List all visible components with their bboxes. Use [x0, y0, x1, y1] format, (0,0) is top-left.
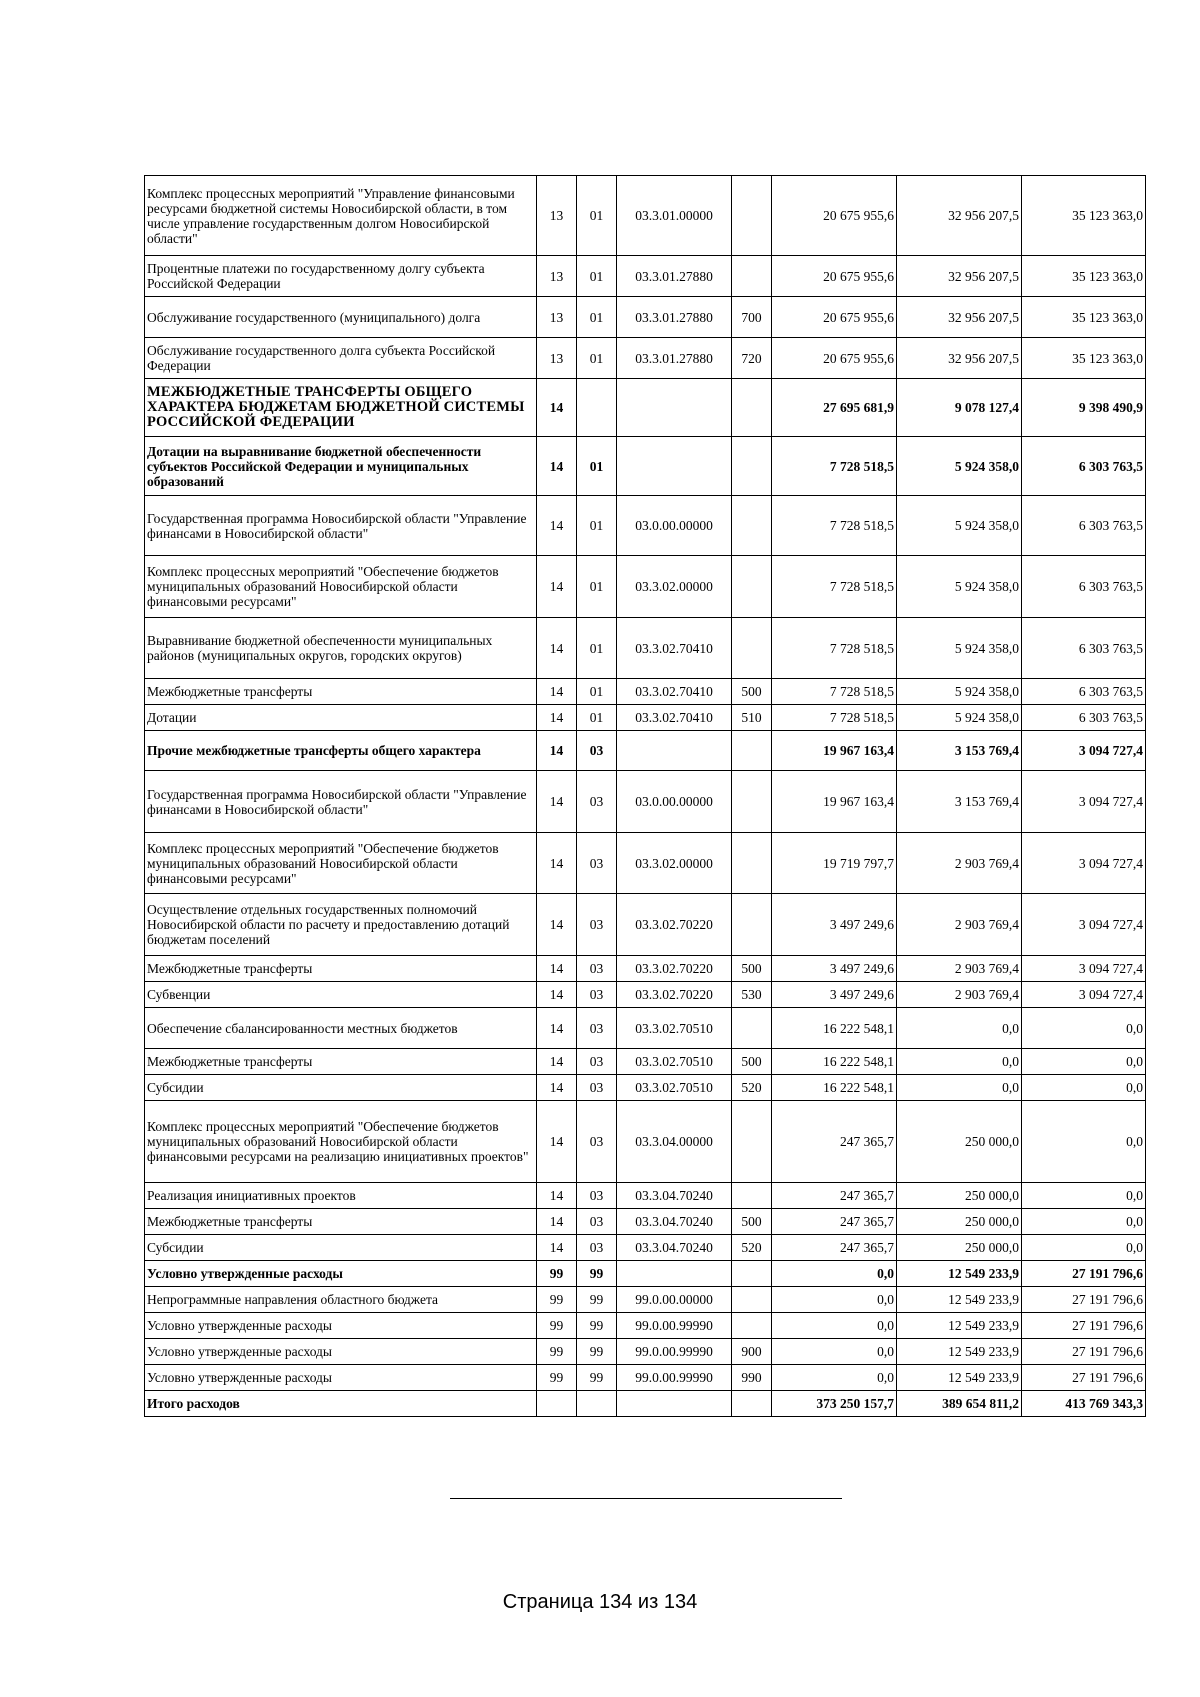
row-expense-type: 720 — [732, 338, 772, 379]
row-subsection: 03 — [577, 1101, 617, 1183]
row-amount-year1: 7 728 518,5 — [772, 705, 897, 731]
row-subsection: 03 — [577, 731, 617, 771]
row-subsection: 03 — [577, 894, 617, 956]
row-name: Комплекс процессных мероприятий "Обеспечение бюджетов муниципальных образований Новосибирской области финансовыми ресурсами" — [145, 833, 537, 894]
row-subsection: 03 — [577, 1183, 617, 1209]
row-amount-year2: 2 903 769,4 — [897, 982, 1022, 1008]
row-subsection: 01 — [577, 297, 617, 338]
row-name: Комплекс процессных мероприятий "Обеспечение бюджетов муниципальных образований Новосибирской области финансовыми ресурсами" — [145, 556, 537, 618]
row-expense-type: 500 — [732, 1209, 772, 1235]
table-row — [145, 1183, 1146, 1209]
row-amount-year2: 12 549 233,9 — [897, 1261, 1022, 1287]
row-target-article — [617, 731, 732, 771]
row-section: 14 — [537, 894, 577, 956]
row-amount-year2: 0,0 — [897, 1008, 1022, 1049]
row-target-article: 03.3.02.00000 — [617, 556, 732, 618]
table-row — [145, 1209, 1146, 1235]
page-number: Страница 134 из 134 — [502, 1591, 698, 1613]
table-row — [145, 1261, 1146, 1287]
row-amount-year1: 0,0 — [772, 1313, 897, 1339]
row-amount-year2: 3 153 769,4 — [897, 771, 1022, 833]
row-amount-year1: 19 719 797,7 — [772, 833, 897, 894]
row-expense-type: 520 — [732, 1235, 772, 1261]
row-target-article: 03.0.00.00000 — [617, 496, 732, 556]
row-section: 14 — [537, 1209, 577, 1235]
row-amount-year3: 0,0 — [1022, 1075, 1146, 1101]
total-label: Итого расходов — [145, 1391, 537, 1417]
row-name: Условно утвержденные расходы — [145, 1365, 537, 1391]
row-expense-type — [732, 256, 772, 297]
row-amount-year1: 3 497 249,6 — [772, 956, 897, 982]
row-section: 14 — [537, 496, 577, 556]
row-subsection: 03 — [577, 771, 617, 833]
row-target-article: 03.3.04.70240 — [617, 1209, 732, 1235]
row-name: Субсидии — [145, 1075, 537, 1101]
budget-expenditure-table — [144, 175, 1146, 1417]
row-amount-year1: 3 497 249,6 — [772, 894, 897, 956]
table-row — [145, 1101, 1146, 1183]
row-amount-year1: 27 695 681,9 — [772, 379, 897, 437]
row-target-article: 03.3.02.70410 — [617, 618, 732, 679]
row-section: 14 — [537, 618, 577, 679]
row-amount-year3: 3 094 727,4 — [1022, 982, 1146, 1008]
row-name: Обеспечение сбалансированности местных бюджетов — [145, 1008, 537, 1049]
row-expense-type — [732, 1313, 772, 1339]
row-section: 14 — [537, 379, 577, 437]
row-section: 14 — [537, 771, 577, 833]
row-expense-type — [732, 894, 772, 956]
row-name: Комплекс процессных мероприятий "Обеспечение бюджетов муниципальных образований Новосибирской области финансовыми ресурсами на реализацию инициативных проектов" — [145, 1101, 537, 1183]
row-target-article: 99.0.00.99990 — [617, 1313, 732, 1339]
row-name: Межбюджетные трансферты — [145, 956, 537, 982]
row-expense-type: 530 — [732, 982, 772, 1008]
row-amount-year2: 250 000,0 — [897, 1235, 1022, 1261]
total-year2: 389 654 811,2 — [897, 1391, 1022, 1417]
table-row — [145, 1313, 1146, 1339]
row-amount-year2: 12 549 233,9 — [897, 1287, 1022, 1313]
row-target-article: 03.3.02.70410 — [617, 705, 732, 731]
row-section: 14 — [537, 1183, 577, 1209]
row-subsection: 01 — [577, 437, 617, 496]
table-row — [145, 556, 1146, 618]
row-amount-year3: 35 123 363,0 — [1022, 256, 1146, 297]
row-amount-year3: 35 123 363,0 — [1022, 176, 1146, 256]
row-section: 14 — [537, 556, 577, 618]
row-target-article: 03.3.02.70410 — [617, 679, 732, 705]
row-name: Дотации — [145, 705, 537, 731]
row-amount-year2: 5 924 358,0 — [897, 437, 1022, 496]
row-amount-year3: 27 191 796,6 — [1022, 1287, 1146, 1313]
row-name: Дотации на выравнивание бюджетной обеспеченности субъектов Российской Федерации и муниципальных образований — [145, 437, 537, 496]
row-amount-year1: 16 222 548,1 — [772, 1008, 897, 1049]
row-target-article: 99.0.00.99990 — [617, 1339, 732, 1365]
row-expense-type: 500 — [732, 679, 772, 705]
row-amount-year3: 6 303 763,5 — [1022, 437, 1146, 496]
row-target-article — [617, 1261, 732, 1287]
table-row — [145, 1008, 1146, 1049]
row-amount-year3: 35 123 363,0 — [1022, 338, 1146, 379]
row-amount-year3: 27 191 796,6 — [1022, 1261, 1146, 1287]
row-amount-year2: 2 903 769,4 — [897, 833, 1022, 894]
row-expense-type — [732, 771, 772, 833]
row-subsection: 03 — [577, 1209, 617, 1235]
row-amount-year2: 9 078 127,4 — [897, 379, 1022, 437]
row-expense-type: 700 — [732, 297, 772, 338]
row-amount-year2: 5 924 358,0 — [897, 556, 1022, 618]
row-section: 99 — [537, 1313, 577, 1339]
row-section: 14 — [537, 1075, 577, 1101]
row-target-article: 03.3.01.00000 — [617, 176, 732, 256]
row-subsection: 03 — [577, 1235, 617, 1261]
row-expense-type: 510 — [732, 705, 772, 731]
row-amount-year2: 0,0 — [897, 1075, 1022, 1101]
row-section: 14 — [537, 437, 577, 496]
row-expense-type — [732, 1261, 772, 1287]
row-amount-year1: 20 675 955,6 — [772, 297, 897, 338]
row-name: Межбюджетные трансферты — [145, 1049, 537, 1075]
row-expense-type: 500 — [732, 1049, 772, 1075]
row-amount-year3: 0,0 — [1022, 1008, 1146, 1049]
row-target-article: 03.3.02.70510 — [617, 1008, 732, 1049]
row-section: 99 — [537, 1339, 577, 1365]
row-expense-type — [732, 1287, 772, 1313]
row-expense-type: 990 — [732, 1365, 772, 1391]
row-amount-year3: 6 303 763,5 — [1022, 679, 1146, 705]
row-name: Непрограммные направления областного бюджета — [145, 1287, 537, 1313]
row-subsection: 01 — [577, 705, 617, 731]
row-section: 14 — [537, 982, 577, 1008]
row-amount-year1: 20 675 955,6 — [772, 338, 897, 379]
row-subsection — [577, 379, 617, 437]
row-amount-year3: 0,0 — [1022, 1049, 1146, 1075]
table-row — [145, 618, 1146, 679]
table-row — [145, 705, 1146, 731]
row-amount-year3: 35 123 363,0 — [1022, 297, 1146, 338]
row-amount-year2: 32 956 207,5 — [897, 176, 1022, 256]
row-amount-year3: 6 303 763,5 — [1022, 496, 1146, 556]
total-year3: 413 769 343,3 — [1022, 1391, 1146, 1417]
row-amount-year3: 0,0 — [1022, 1235, 1146, 1261]
row-amount-year3: 3 094 727,4 — [1022, 771, 1146, 833]
row-section: 14 — [537, 1008, 577, 1049]
row-section: 14 — [537, 956, 577, 982]
row-subsection: 01 — [577, 679, 617, 705]
row-target-article: 03.0.00.00000 — [617, 771, 732, 833]
row-amount-year1: 7 728 518,5 — [772, 496, 897, 556]
row-amount-year3: 3 094 727,4 — [1022, 731, 1146, 771]
row-amount-year2: 2 903 769,4 — [897, 894, 1022, 956]
row-name: Выравнивание бюджетной обеспеченности муниципальных районов (муниципальных округов, городских округов) — [145, 618, 537, 679]
row-amount-year1: 3 497 249,6 — [772, 982, 897, 1008]
row-target-article: 03.3.02.70220 — [617, 894, 732, 956]
row-name: Субвенции — [145, 982, 537, 1008]
row-amount-year2: 12 549 233,9 — [897, 1339, 1022, 1365]
row-section: 99 — [537, 1261, 577, 1287]
row-subsection — [577, 1391, 617, 1417]
row-amount-year3: 0,0 — [1022, 1209, 1146, 1235]
table-row — [145, 338, 1146, 379]
row-amount-year1: 20 675 955,6 — [772, 176, 897, 256]
row-expense-type — [732, 556, 772, 618]
row-subsection: 99 — [577, 1287, 617, 1313]
row-amount-year2: 12 549 233,9 — [897, 1313, 1022, 1339]
footer-divider — [450, 1498, 842, 1499]
row-amount-year2: 2 903 769,4 — [897, 956, 1022, 982]
row-name: МЕЖБЮДЖЕТНЫЕ ТРАНСФЕРТЫ ОБЩЕГО ХАРАКТЕРА БЮДЖЕТАМ БЮДЖЕТНОЙ СИСТЕМЫ РОССИЙСКОЙ ФЕДЕРАЦИИ — [145, 379, 537, 437]
row-amount-year1: 247 365,7 — [772, 1235, 897, 1261]
table-row — [145, 297, 1146, 338]
row-amount-year1: 7 728 518,5 — [772, 679, 897, 705]
row-amount-year2: 5 924 358,0 — [897, 705, 1022, 731]
row-amount-year1: 16 222 548,1 — [772, 1049, 897, 1075]
row-amount-year2: 250 000,0 — [897, 1209, 1022, 1235]
row-target-article: 03.3.01.27880 — [617, 256, 732, 297]
table-row — [145, 1235, 1146, 1261]
row-subsection: 01 — [577, 556, 617, 618]
row-amount-year3: 27 191 796,6 — [1022, 1365, 1146, 1391]
row-name: Межбюджетные трансферты — [145, 1209, 537, 1235]
row-amount-year2: 250 000,0 — [897, 1101, 1022, 1183]
row-amount-year1: 0,0 — [772, 1261, 897, 1287]
row-target-article: 03.3.01.27880 — [617, 297, 732, 338]
row-amount-year3: 27 191 796,6 — [1022, 1313, 1146, 1339]
row-name: Обслуживание государственного долга субъекта Российской Федерации — [145, 338, 537, 379]
row-subsection: 03 — [577, 1075, 617, 1101]
row-name: Условно утвержденные расходы — [145, 1339, 537, 1365]
row-expense-type — [732, 379, 772, 437]
row-amount-year2: 32 956 207,5 — [897, 256, 1022, 297]
row-amount-year2: 5 924 358,0 — [897, 679, 1022, 705]
row-subsection: 01 — [577, 496, 617, 556]
row-section: 14 — [537, 679, 577, 705]
row-target-article: 03.3.02.70220 — [617, 982, 732, 1008]
row-expense-type — [732, 437, 772, 496]
row-expense-type: 500 — [732, 956, 772, 982]
row-section: 99 — [537, 1287, 577, 1313]
row-name: Условно утвержденные расходы — [145, 1313, 537, 1339]
table-total-row — [145, 1391, 1146, 1417]
row-section: 13 — [537, 176, 577, 256]
table-row — [145, 731, 1146, 771]
row-target-article — [617, 379, 732, 437]
row-section: 13 — [537, 297, 577, 338]
row-amount-year1: 247 365,7 — [772, 1209, 897, 1235]
row-name: Осуществление отдельных государственных полномочий Новосибирской области по расчету и предоставлению дотаций бюджетам поселений — [145, 894, 537, 956]
row-amount-year3: 27 191 796,6 — [1022, 1339, 1146, 1365]
row-expense-type — [732, 1391, 772, 1417]
row-expense-type — [732, 618, 772, 679]
row-target-article — [617, 437, 732, 496]
row-amount-year1: 0,0 — [772, 1365, 897, 1391]
row-target-article: 03.3.04.00000 — [617, 1101, 732, 1183]
row-name: Государственная программа Новосибирской области "Управление финансами в Новосибирской области" — [145, 496, 537, 556]
row-subsection: 99 — [577, 1339, 617, 1365]
row-amount-year1: 19 967 163,4 — [772, 771, 897, 833]
table-row — [145, 176, 1146, 256]
table-row — [145, 1365, 1146, 1391]
row-amount-year3: 3 094 727,4 — [1022, 956, 1146, 982]
row-amount-year1: 19 967 163,4 — [772, 731, 897, 771]
row-name: Государственная программа Новосибирской области "Управление финансами в Новосибирской области" — [145, 771, 537, 833]
row-expense-type — [732, 1183, 772, 1209]
row-expense-type — [732, 1008, 772, 1049]
table-row — [145, 256, 1146, 297]
row-section: 13 — [537, 256, 577, 297]
row-section: 14 — [537, 731, 577, 771]
row-target-article: 03.3.04.70240 — [617, 1235, 732, 1261]
table-row — [145, 833, 1146, 894]
row-amount-year2: 12 549 233,9 — [897, 1365, 1022, 1391]
row-target-article: 03.3.04.70240 — [617, 1183, 732, 1209]
row-subsection: 01 — [577, 618, 617, 679]
row-target-article — [617, 1391, 732, 1417]
row-amount-year3: 9 398 490,9 — [1022, 379, 1146, 437]
row-expense-type: 520 — [732, 1075, 772, 1101]
row-expense-type — [732, 176, 772, 256]
row-amount-year2: 32 956 207,5 — [897, 297, 1022, 338]
row-expense-type: 900 — [732, 1339, 772, 1365]
row-amount-year2: 3 153 769,4 — [897, 731, 1022, 771]
row-target-article: 03.3.02.70220 — [617, 956, 732, 982]
table-row — [145, 894, 1146, 956]
row-name: Комплекс процессных мероприятий "Управление финансовыми ресурсами бюджетной системы Новосибирской области, в том числе управление государственным долгом Новосибирской области" — [145, 176, 537, 256]
row-amount-year2: 32 956 207,5 — [897, 338, 1022, 379]
table-row — [145, 771, 1146, 833]
row-subsection: 99 — [577, 1365, 617, 1391]
table-row — [145, 437, 1146, 496]
row-expense-type — [732, 731, 772, 771]
row-amount-year3: 3 094 727,4 — [1022, 894, 1146, 956]
row-amount-year1: 7 728 518,5 — [772, 437, 897, 496]
row-subsection: 03 — [577, 956, 617, 982]
row-subsection: 01 — [577, 256, 617, 297]
row-amount-year1: 7 728 518,5 — [772, 618, 897, 679]
row-expense-type — [732, 1101, 772, 1183]
table-row — [145, 1287, 1146, 1313]
row-amount-year2: 5 924 358,0 — [897, 496, 1022, 556]
row-amount-year1: 0,0 — [772, 1339, 897, 1365]
row-amount-year2: 250 000,0 — [897, 1183, 1022, 1209]
row-name: Условно утвержденные расходы — [145, 1261, 537, 1287]
row-name: Обслуживание государственного (муниципального) долга — [145, 297, 537, 338]
row-subsection: 01 — [577, 338, 617, 379]
row-subsection: 03 — [577, 1008, 617, 1049]
table-row — [145, 679, 1146, 705]
row-target-article: 03.3.02.70510 — [617, 1075, 732, 1101]
row-amount-year3: 0,0 — [1022, 1101, 1146, 1183]
row-section: 14 — [537, 833, 577, 894]
row-subsection: 03 — [577, 1049, 617, 1075]
row-section: 14 — [537, 1049, 577, 1075]
row-amount-year1: 0,0 — [772, 1287, 897, 1313]
table-row — [145, 1075, 1146, 1101]
table-row — [145, 982, 1146, 1008]
row-amount-year1: 7 728 518,5 — [772, 556, 897, 618]
row-amount-year3: 6 303 763,5 — [1022, 705, 1146, 731]
row-subsection: 03 — [577, 982, 617, 1008]
row-section: 14 — [537, 705, 577, 731]
row-target-article: 99.0.00.99990 — [617, 1365, 732, 1391]
table-row — [145, 956, 1146, 982]
table-row — [145, 379, 1146, 437]
row-name: Субсидии — [145, 1235, 537, 1261]
table-row — [145, 1339, 1146, 1365]
row-amount-year2: 0,0 — [897, 1049, 1022, 1075]
row-subsection: 99 — [577, 1261, 617, 1287]
row-section: 14 — [537, 1101, 577, 1183]
row-section: 13 — [537, 338, 577, 379]
row-section — [537, 1391, 577, 1417]
row-name: Реализация инициативных проектов — [145, 1183, 537, 1209]
row-target-article: 99.0.00.00000 — [617, 1287, 732, 1313]
row-subsection: 01 — [577, 176, 617, 256]
row-amount-year1: 247 365,7 — [772, 1183, 897, 1209]
row-amount-year2: 5 924 358,0 — [897, 618, 1022, 679]
row-section: 14 — [537, 1235, 577, 1261]
row-amount-year1: 16 222 548,1 — [772, 1075, 897, 1101]
row-target-article: 03.3.01.27880 — [617, 338, 732, 379]
row-target-article: 03.3.02.70510 — [617, 1049, 732, 1075]
row-subsection: 99 — [577, 1313, 617, 1339]
row-amount-year3: 0,0 — [1022, 1183, 1146, 1209]
row-amount-year3: 3 094 727,4 — [1022, 833, 1146, 894]
row-amount-year3: 6 303 763,5 — [1022, 556, 1146, 618]
row-name: Межбюджетные трансферты — [145, 679, 537, 705]
row-expense-type — [732, 496, 772, 556]
row-section: 99 — [537, 1365, 577, 1391]
row-subsection: 03 — [577, 833, 617, 894]
row-expense-type — [732, 833, 772, 894]
row-target-article: 03.3.02.00000 — [617, 833, 732, 894]
row-amount-year3: 6 303 763,5 — [1022, 618, 1146, 679]
table-row — [145, 1049, 1146, 1075]
total-year1: 373 250 157,7 — [772, 1391, 897, 1417]
row-amount-year1: 20 675 955,6 — [772, 256, 897, 297]
row-name: Процентные платежи по государственному долгу субъекта Российской Федерации — [145, 256, 537, 297]
row-name: Прочие межбюджетные трансферты общего характера — [145, 731, 537, 771]
table-row — [145, 496, 1146, 556]
row-amount-year1: 247 365,7 — [772, 1101, 897, 1183]
